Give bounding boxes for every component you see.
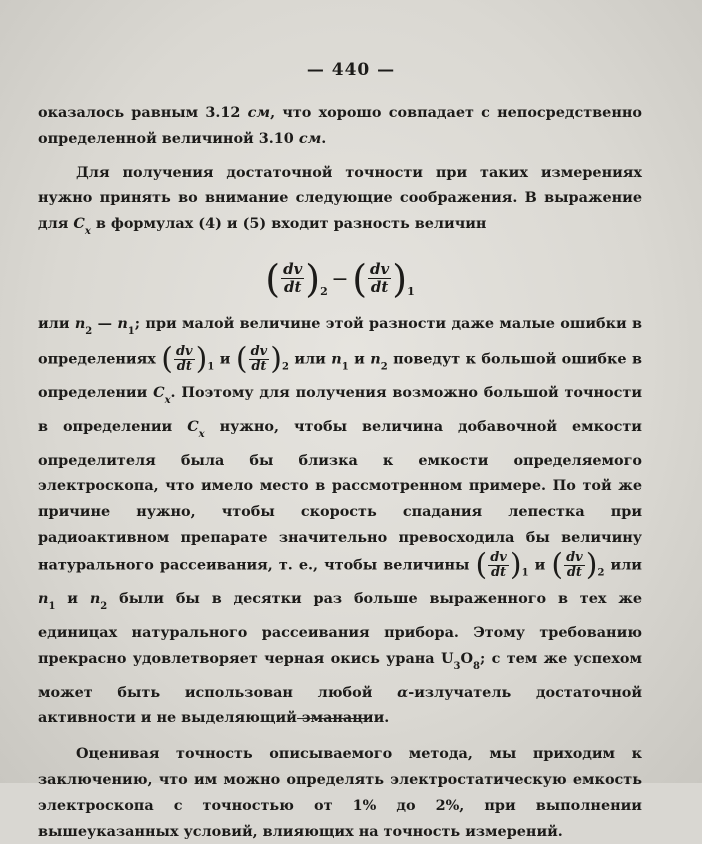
text-run: Для получения достаточной точности при таких измерениях нужно принять во внимание следующие соображения. В выражение для bbox=[38, 163, 642, 233]
fraction-denominator: dt bbox=[370, 278, 389, 297]
fraction-numerator: dv bbox=[370, 260, 390, 279]
subscript: 1 bbox=[521, 567, 529, 579]
symbol-c: C bbox=[73, 215, 85, 233]
fraction bbox=[564, 551, 585, 580]
text-run: в формулах (4) и (5) входит разность величин bbox=[90, 215, 487, 233]
subscript: 1 bbox=[127, 325, 135, 337]
symbol-n: n bbox=[38, 590, 49, 608]
text-run: поведут к большой ошибке в определении bbox=[38, 350, 642, 402]
symbol-alpha: α bbox=[397, 683, 409, 701]
value-3-12: 3.12 bbox=[205, 104, 241, 121]
symbol-n: n bbox=[74, 314, 86, 332]
text-run: ; с тем же успехом может быть использован любой bbox=[38, 649, 643, 701]
percent-value: 2% bbox=[435, 796, 460, 814]
text-run: и bbox=[528, 556, 552, 574]
text-run: ; при малой величине этой разности даже малые ошибки в определениях bbox=[38, 314, 642, 368]
subscript-x: x bbox=[84, 226, 91, 238]
subscript-x: x bbox=[164, 395, 171, 407]
fraction bbox=[281, 261, 304, 296]
text-run: были бы в десятки раз больше выраженного в тех же единицах натурального рассеивания прибора. Этому требованию прекрасно удовлетворяет черная окись урана U bbox=[38, 590, 643, 667]
fraction-numerator: dv bbox=[175, 343, 193, 359]
symbol-o: O bbox=[460, 649, 474, 667]
text-run: . bbox=[321, 129, 327, 147]
symbol-n: n bbox=[370, 350, 381, 368]
subscript: 2 bbox=[597, 567, 605, 579]
symbol-c: C bbox=[187, 417, 199, 435]
section-divider bbox=[297, 718, 369, 719]
subscript: 1 bbox=[407, 284, 415, 298]
fraction-denominator: dt bbox=[283, 278, 302, 297]
paragraph-4 bbox=[38, 741, 642, 844]
fraction-denominator: dt bbox=[566, 564, 582, 580]
paragraph-3: или $n_2$ — $n_1$; при малой величине этой разности даже малые ошибки в определениях ( $\frac{dv}{dt}$ )$_1$ и ( $\frac{dv}{dt}$ )$_2$ или $n_1$ и $n_2$ поведут к большой ошибке в определении $C_x$. Поэтому для получения возможно большой точности в определении $C_x$ нужно, чтобы величина добавочной емкости определителя была бы близка к емкости определяемого электроскопа, что имело место в рассмотренном примере. По той же причине нужно, чтобы скорость спадания лепестка при радиоактивном препарате значительно превосходила бы величину натурального рассеивания, т. е., чтобы величины ( $\frac{dv}{dt}$ )$_1$ и ( $\frac{dv}{dt}$ )$_2$ или $n_1$ и $n_2$ были бы в десятки раз больше выраженного в тех же единицах натурального рассеивания прибора. Этому требованию прекрасно удовлетворяет черная окись урана $U_3O_8$; с тем же успехом может быть использован любой α-излучатель достаточной активности и не выделяющий эманации. bbox=[38, 314, 643, 727]
fraction-denominator: dt bbox=[490, 564, 507, 580]
subscript: 2 bbox=[100, 601, 108, 613]
subscript: 3 bbox=[453, 660, 461, 672]
subscript: 2 bbox=[281, 361, 289, 373]
body-text bbox=[38, 100, 642, 844]
fraction-numerator: dv bbox=[283, 260, 303, 279]
fraction bbox=[174, 345, 195, 374]
text-run: оказалось равным bbox=[38, 104, 206, 121]
subscript: 2 bbox=[320, 284, 328, 298]
text-run: или bbox=[38, 314, 75, 332]
fraction-numerator: dv bbox=[490, 549, 507, 565]
fraction-denominator: dt bbox=[251, 358, 267, 374]
text-run: , при выполнении вышеуказанных условий, влияющих на точность измерений. bbox=[38, 796, 642, 840]
dash: — bbox=[92, 314, 118, 332]
fraction bbox=[488, 551, 509, 580]
fraction-numerator: dv bbox=[566, 549, 583, 565]
text-run: или bbox=[288, 350, 332, 368]
text-run: , что хорошо совпадает с непосредственно определенной величиной bbox=[38, 104, 642, 147]
subscript: 2 bbox=[380, 361, 388, 373]
text-run: . Поэтому для получения возможно большой точности в определении bbox=[38, 384, 642, 435]
text-run: Оценивая точность описываемого метода, мы приходим к заключению, что им можно определять электростатическую емкость электроскопа с точностью от bbox=[38, 745, 642, 814]
text-run: до bbox=[376, 796, 436, 814]
fraction bbox=[249, 345, 270, 374]
percent-value: 1% bbox=[352, 796, 377, 814]
symbol-n: n bbox=[331, 350, 342, 368]
text-run: и bbox=[348, 350, 371, 368]
unit-cm: см bbox=[240, 104, 271, 121]
value-3-10: 3.10 bbox=[258, 129, 294, 147]
text-run: или bbox=[604, 556, 642, 574]
unit-cm: см bbox=[293, 129, 322, 147]
subscript: 2 bbox=[85, 325, 93, 337]
text-run: и bbox=[214, 350, 236, 368]
subscript-x: x bbox=[198, 428, 205, 440]
page-number: — 440 — bbox=[306, 60, 396, 80]
paragraph-1 bbox=[38, 100, 642, 152]
subscript: 1 bbox=[341, 361, 349, 373]
text-run: и bbox=[55, 590, 90, 608]
symbol-n: n bbox=[89, 590, 101, 608]
fraction-numerator: dv bbox=[250, 343, 268, 359]
symbol-n: n bbox=[117, 314, 128, 332]
subscript: 8 bbox=[473, 660, 480, 672]
fraction bbox=[368, 261, 391, 296]
text-run: нужно, чтобы величина добавочной емкости определителя была бы близка к емкости определяемого электроскопа, что имело место в рассмотренном примере. По той же причине нужно, чтобы скорость спадания лепестка при радиоактивном препарате значительно превосходила бы величину натурального рассеивания, т. е., чтобы величины bbox=[38, 417, 642, 574]
text-run: -излучатель достаточной активности и не выделяющий эманации. bbox=[38, 683, 643, 727]
fraction-denominator: dt bbox=[176, 358, 192, 374]
symbol-c: C bbox=[153, 384, 165, 402]
display-formula: ( $\frac{dv}{dt}$ )$_2$ — ( $\frac{dv}{dt}$ )$_1$ bbox=[265, 256, 415, 301]
subscript: 1 bbox=[48, 601, 56, 613]
paragraph-2 bbox=[38, 160, 642, 245]
subscript: 1 bbox=[207, 361, 215, 373]
minus-sign: — bbox=[332, 269, 348, 287]
